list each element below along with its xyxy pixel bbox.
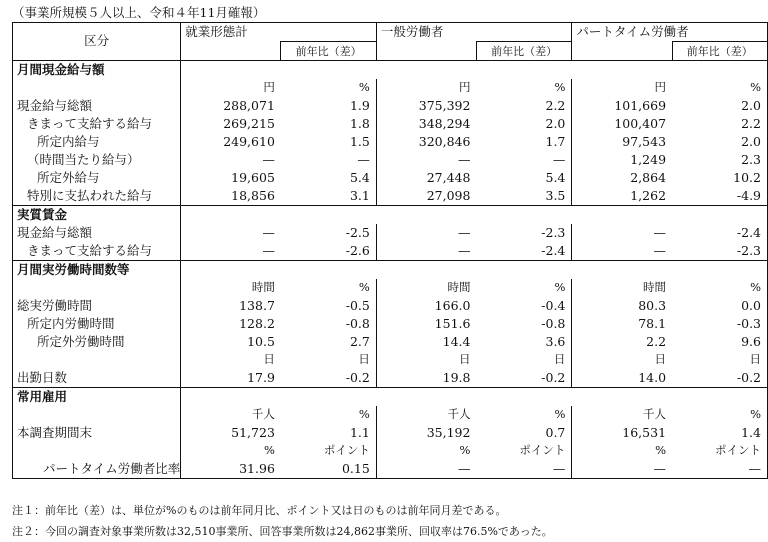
change-cell: — bbox=[748, 460, 761, 476]
change-cell: 2.0 bbox=[741, 97, 761, 113]
value-cell: 138.7 bbox=[239, 297, 275, 313]
change-cell: 3.1 bbox=[281, 187, 376, 206]
change-cell: 3.5 bbox=[476, 187, 571, 206]
value-cell: 375,392 bbox=[418, 97, 471, 113]
note-1: 注１：前年比（差）は、単位が%のものは前年同月比、ポイント又は日のものは前年同月差である。 bbox=[12, 504, 507, 517]
unit-cell: % bbox=[281, 406, 376, 424]
unit-row bbox=[13, 406, 768, 424]
value-cell: — bbox=[653, 460, 667, 476]
row-label: 特別に支払われた給与 bbox=[13, 187, 181, 206]
value-cell: 1,262 bbox=[630, 187, 667, 203]
change-cell: -0.2 bbox=[736, 369, 761, 385]
table-row bbox=[13, 333, 768, 351]
change-cell: -2.4 bbox=[476, 242, 571, 261]
value-cell: — bbox=[262, 151, 275, 167]
unit-cell: 千人 bbox=[643, 407, 667, 422]
table-row bbox=[13, 151, 768, 169]
row-label: 現金給与総額 bbox=[13, 97, 181, 115]
table-row bbox=[13, 369, 768, 388]
change-cell: -0.3 bbox=[736, 315, 761, 331]
value-cell: — bbox=[262, 242, 275, 258]
row-label bbox=[13, 351, 181, 369]
unit-cell: 日 bbox=[263, 352, 275, 367]
unit-row bbox=[13, 442, 768, 460]
change-cell: -0.8 bbox=[476, 315, 571, 333]
row-label: 現金給与総額 bbox=[13, 224, 181, 242]
table-row bbox=[13, 297, 768, 315]
unit-cell: 日 bbox=[654, 352, 667, 367]
section-row-wages bbox=[13, 61, 768, 80]
value-cell: 348,294 bbox=[418, 115, 471, 131]
value-cell: — bbox=[457, 224, 471, 240]
change-cell: — bbox=[476, 460, 571, 479]
value-cell: 80.3 bbox=[638, 297, 667, 313]
value-cell: 288,071 bbox=[223, 97, 275, 113]
value-cell: 16,531 bbox=[622, 424, 667, 440]
value-cell: 51,723 bbox=[231, 424, 275, 440]
header-change-total: 前年比（差） bbox=[281, 42, 376, 61]
section-title-hours: 月間実労働時間数等 bbox=[13, 261, 181, 280]
change-cell: 1.1 bbox=[281, 424, 376, 442]
table-row bbox=[13, 315, 768, 333]
statistics-table bbox=[12, 22, 768, 479]
value-cell: 14.0 bbox=[638, 369, 667, 385]
value-cell: 10.5 bbox=[247, 333, 275, 349]
header-change-general: 前年比（差） bbox=[476, 42, 571, 61]
change-cell: 9.6 bbox=[741, 333, 761, 349]
change-cell: 2.0 bbox=[741, 133, 761, 149]
table-row bbox=[13, 460, 768, 479]
change-cell: -2.3 bbox=[736, 242, 761, 258]
unit-row bbox=[13, 279, 768, 297]
row-label: 所定内労働時間 bbox=[13, 315, 181, 333]
row-label: 所定外労働時間 bbox=[13, 333, 181, 351]
change-cell: -0.5 bbox=[281, 297, 376, 315]
change-cell: — bbox=[281, 151, 376, 169]
unit-cell: 日 bbox=[476, 351, 571, 369]
value-cell: 166.0 bbox=[434, 297, 471, 313]
unit-cell: 円 bbox=[263, 80, 275, 95]
unit-cell: ポイント bbox=[476, 442, 571, 460]
unit-cell: % bbox=[750, 407, 761, 422]
change-cell: 0.0 bbox=[741, 297, 761, 313]
table-row bbox=[13, 224, 768, 242]
change-cell: 1.9 bbox=[281, 97, 376, 115]
unit-cell: % bbox=[263, 443, 275, 458]
row-label bbox=[13, 406, 181, 424]
change-cell: -2.6 bbox=[281, 242, 376, 261]
row-label: 所定内給与 bbox=[13, 133, 181, 151]
table-row bbox=[13, 115, 768, 133]
unit-row bbox=[13, 79, 768, 97]
change-cell: 1.4 bbox=[741, 424, 761, 440]
unit-cell: ポイント bbox=[715, 443, 761, 458]
unit-cell: 日 bbox=[458, 352, 471, 367]
change-cell: 2.2 bbox=[741, 115, 761, 131]
value-cell: 101,669 bbox=[614, 97, 667, 113]
unit-cell: % bbox=[281, 79, 376, 97]
value-cell: 320,846 bbox=[418, 133, 471, 149]
value-cell: 18,856 bbox=[231, 187, 275, 203]
section-row-real_wages bbox=[13, 206, 768, 225]
unit-cell: 時間 bbox=[447, 280, 471, 295]
unit-row bbox=[13, 351, 768, 369]
note-2: 注２：今回の調査対象事業所数は32,510事業所、回答事業所数は24,862事業所、回収率は76.5%であった。 bbox=[12, 525, 553, 538]
change-cell: 0.15 bbox=[281, 460, 376, 479]
header-category: 区分 bbox=[13, 23, 181, 61]
unit-cell: 千人 bbox=[447, 407, 471, 422]
value-cell: 19.8 bbox=[442, 369, 471, 385]
table-row bbox=[13, 133, 768, 151]
value-cell: — bbox=[457, 460, 471, 476]
unit-cell: % bbox=[459, 443, 471, 458]
unit-cell: ポイント bbox=[281, 442, 376, 460]
row-label: 総実労働時間 bbox=[13, 297, 181, 315]
unit-cell: % bbox=[476, 79, 571, 97]
section-row-hours bbox=[13, 261, 768, 280]
change-cell: 0.7 bbox=[476, 424, 571, 442]
unit-cell: 日 bbox=[749, 352, 761, 367]
value-cell: — bbox=[262, 224, 275, 240]
change-cell: 5.4 bbox=[476, 169, 571, 187]
value-cell: 27,448 bbox=[426, 169, 471, 185]
change-cell: -2.5 bbox=[281, 224, 376, 242]
row-label: 本調査期間末 bbox=[13, 424, 181, 442]
change-cell: 1.5 bbox=[281, 133, 376, 151]
notes bbox=[12, 500, 553, 542]
header-group-general: 一般労働者 bbox=[376, 23, 572, 42]
row-label bbox=[13, 442, 181, 460]
header-change-parttime: 前年比（差） bbox=[672, 42, 767, 61]
unit-cell: % bbox=[655, 443, 667, 458]
section-title-wages: 月間現金給与額 bbox=[13, 61, 181, 80]
change-cell: 2.0 bbox=[476, 115, 571, 133]
value-cell: — bbox=[653, 242, 667, 258]
value-cell: — bbox=[457, 151, 471, 167]
row-label: きまって支給する給与 bbox=[13, 115, 181, 133]
unit-cell: 時間 bbox=[251, 280, 275, 295]
unit-cell: 千人 bbox=[251, 407, 275, 422]
change-cell: -2.4 bbox=[736, 224, 761, 240]
change-cell: 2.2 bbox=[476, 97, 571, 115]
unit-cell: % bbox=[281, 279, 376, 297]
value-cell: 2.2 bbox=[646, 333, 667, 349]
value-cell: 17.9 bbox=[247, 369, 275, 385]
value-cell: 1,249 bbox=[630, 151, 667, 167]
change-cell: -2.3 bbox=[476, 224, 571, 242]
header-group-parttime: パートタイム労働者 bbox=[572, 23, 768, 42]
value-cell: 151.6 bbox=[434, 315, 471, 331]
change-cell: -0.8 bbox=[281, 315, 376, 333]
unit-cell: % bbox=[476, 279, 571, 297]
value-cell: 78.1 bbox=[638, 315, 667, 331]
change-cell: 1.8 bbox=[281, 115, 376, 133]
value-cell: 269,215 bbox=[223, 115, 275, 131]
value-cell: 2,864 bbox=[630, 169, 667, 185]
section-row-employment bbox=[13, 388, 768, 407]
change-cell: -0.4 bbox=[476, 297, 571, 315]
unit-cell: 日 bbox=[281, 351, 376, 369]
unit-cell: % bbox=[476, 406, 571, 424]
row-label bbox=[13, 279, 181, 297]
value-cell: 19,605 bbox=[231, 169, 275, 185]
change-cell: -4.9 bbox=[736, 187, 761, 203]
value-cell: — bbox=[457, 242, 471, 258]
unit-cell: 円 bbox=[654, 80, 667, 95]
change-cell: 2.7 bbox=[281, 333, 376, 351]
row-label: （時間当たり給与） bbox=[13, 151, 181, 169]
unit-cell: 円 bbox=[458, 80, 471, 95]
change-cell: 10.2 bbox=[733, 169, 761, 185]
row-label: 出勤日数 bbox=[13, 369, 181, 388]
value-cell: 97,543 bbox=[622, 133, 667, 149]
table-row bbox=[13, 187, 768, 206]
change-cell: 2.3 bbox=[741, 151, 761, 167]
change-cell: 5.4 bbox=[281, 169, 376, 187]
row-label: 所定外給与 bbox=[13, 169, 181, 187]
change-cell: -0.2 bbox=[476, 369, 571, 388]
value-cell: 100,407 bbox=[614, 115, 667, 131]
change-cell: 3.6 bbox=[476, 333, 571, 351]
value-cell: 14.4 bbox=[442, 333, 471, 349]
value-cell: 27,098 bbox=[426, 187, 471, 203]
change-cell: 1.7 bbox=[476, 133, 571, 151]
table-row bbox=[13, 242, 768, 261]
change-cell: -0.2 bbox=[281, 369, 376, 388]
table-row bbox=[13, 424, 768, 442]
unit-cell: % bbox=[750, 80, 761, 95]
row-label: パートタイム労働者比率 bbox=[13, 460, 181, 479]
unit-cell: % bbox=[750, 280, 761, 295]
section-title-employment: 常用雇用 bbox=[13, 388, 181, 407]
unit-cell: 時間 bbox=[643, 280, 667, 295]
header-group-total: 就業形態計 bbox=[181, 23, 377, 42]
value-cell: 31.96 bbox=[239, 460, 275, 476]
header-row bbox=[13, 23, 768, 42]
value-cell: 249,610 bbox=[223, 133, 275, 149]
value-cell: 128.2 bbox=[239, 315, 275, 331]
change-cell: — bbox=[476, 151, 571, 169]
section-title-real_wages: 実質賃金 bbox=[13, 206, 181, 225]
table-row bbox=[13, 169, 768, 187]
value-cell: — bbox=[653, 224, 667, 240]
row-label: きまって支給する給与 bbox=[13, 242, 181, 261]
value-cell: 35,192 bbox=[426, 424, 471, 440]
table-row bbox=[13, 97, 768, 115]
row-label bbox=[13, 79, 181, 97]
table-caption: （事業所規模５人以上、令和４年11月確報） bbox=[12, 5, 266, 20]
